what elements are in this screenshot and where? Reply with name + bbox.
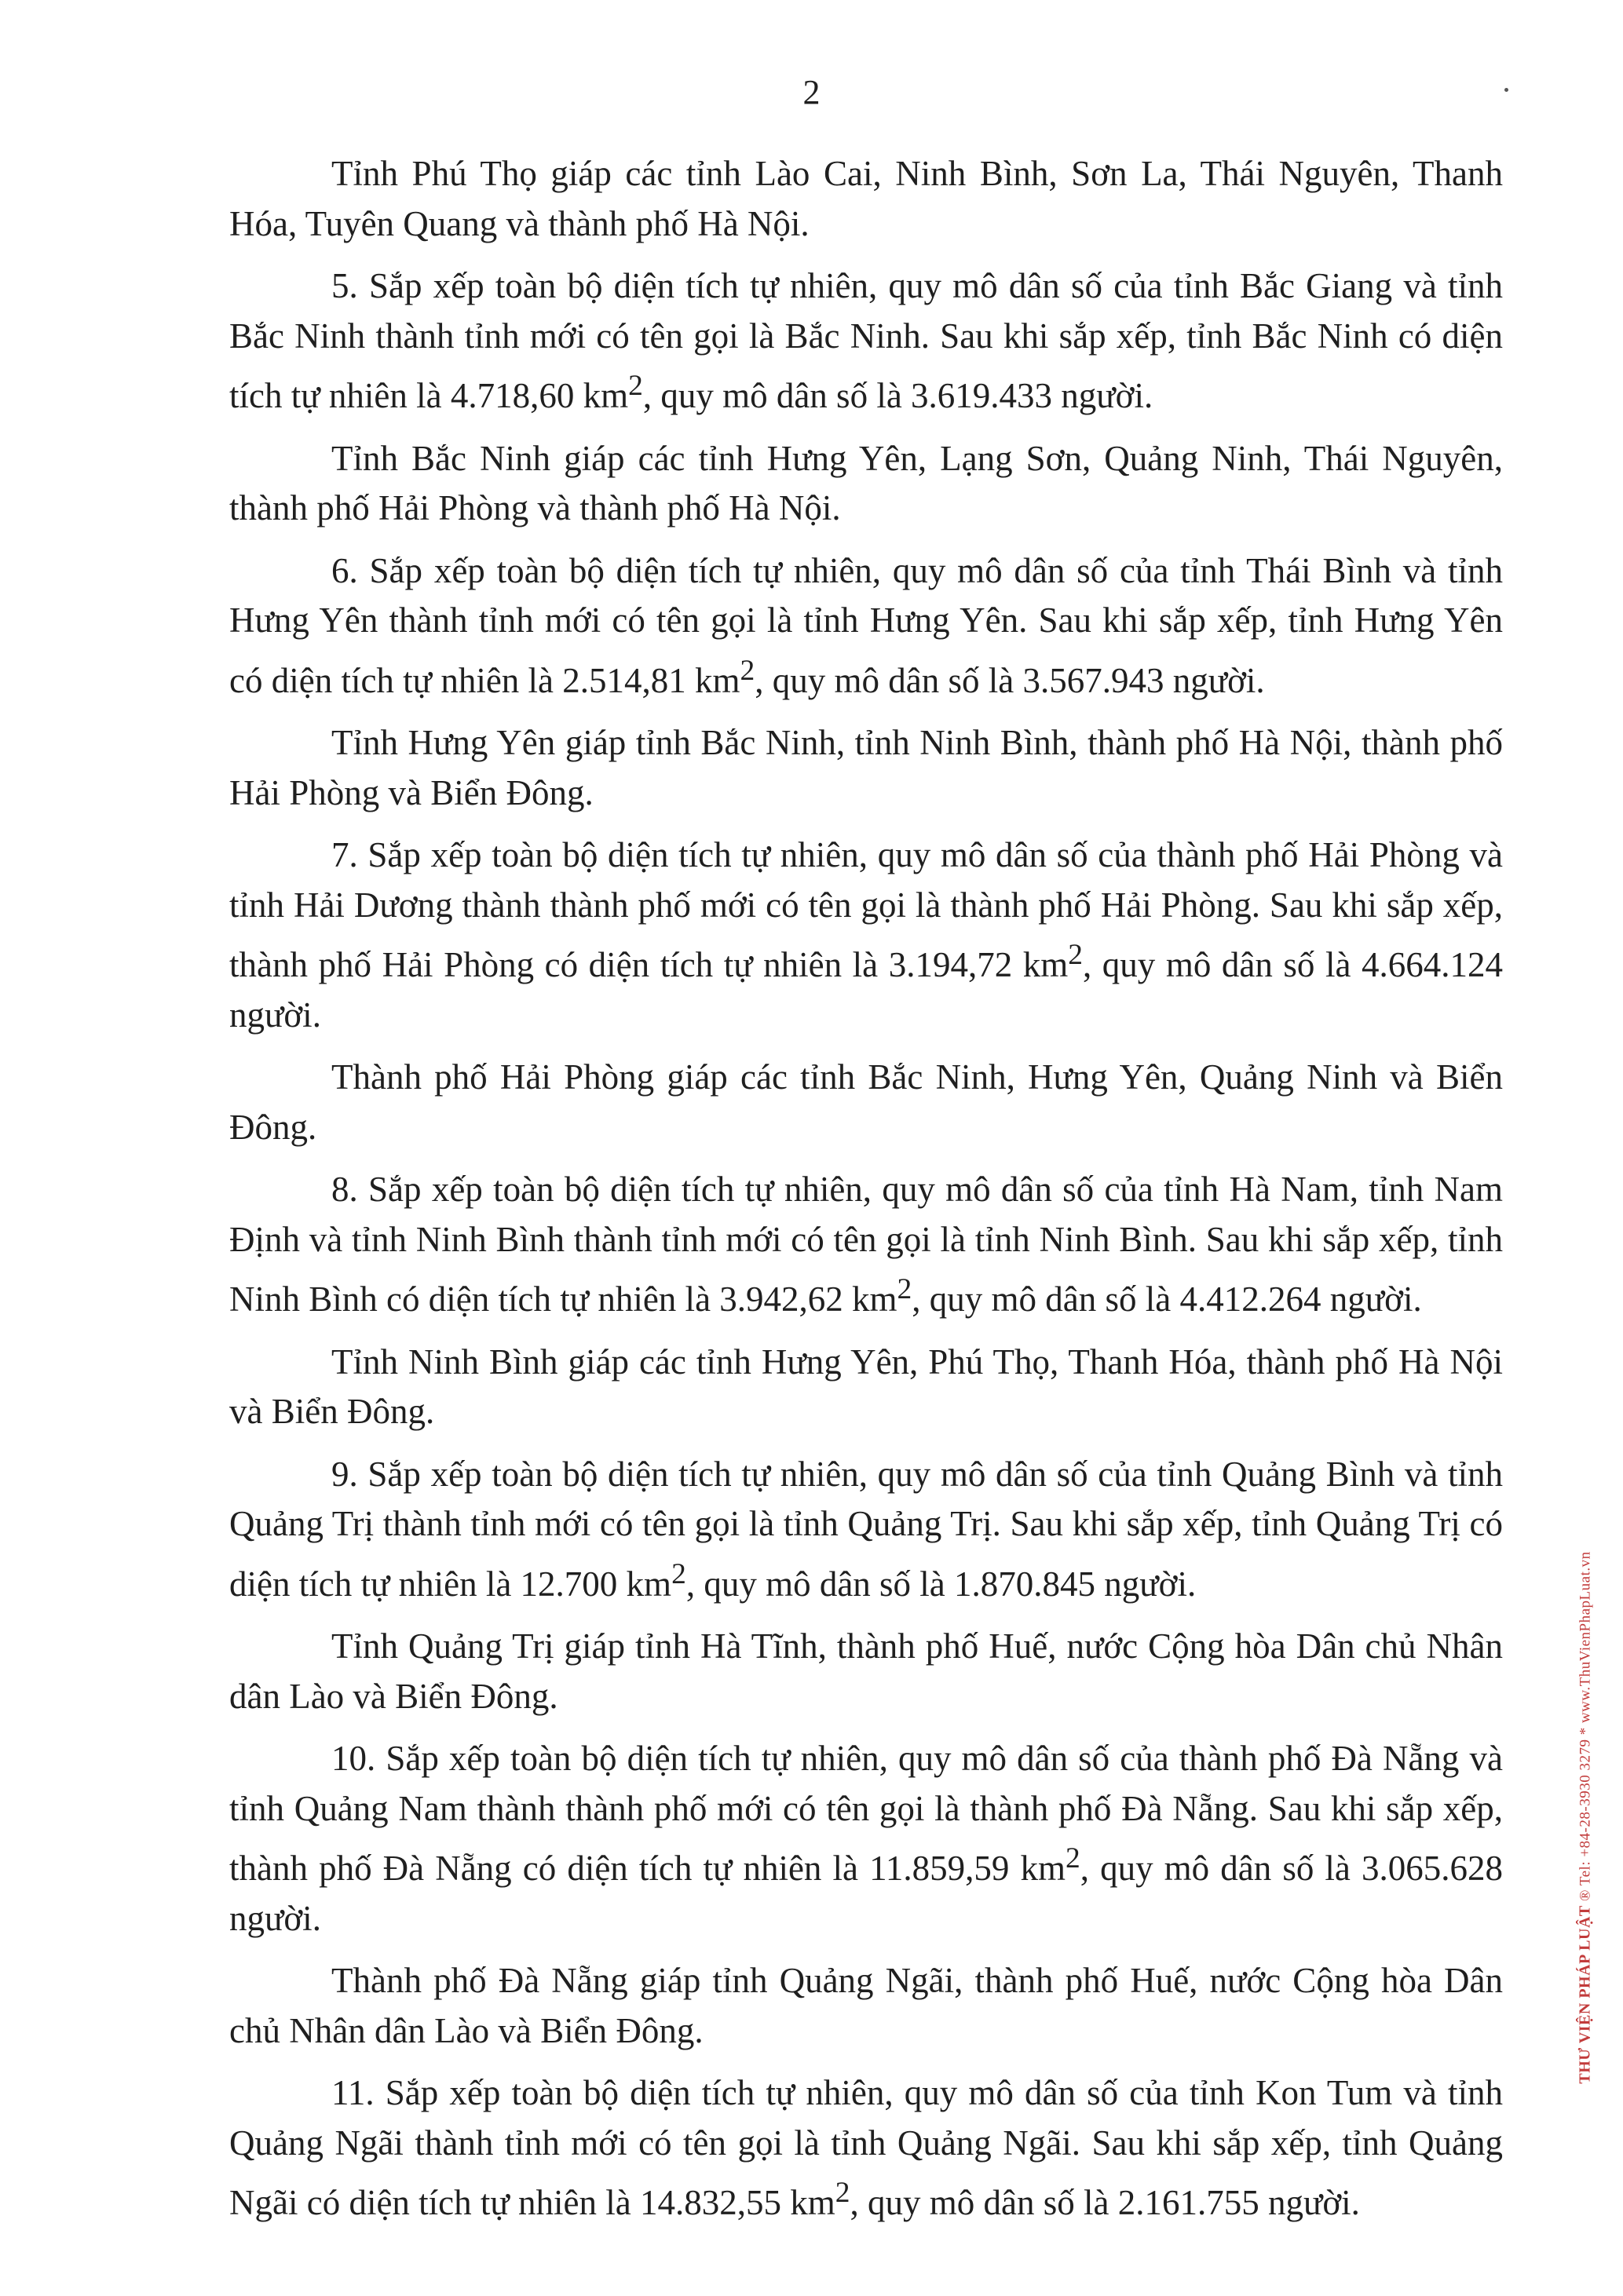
paragraph-7: 8. Sắp xếp toàn bộ diện tích tự nhiên, quy mô dân số của tỉnh Hà Nam, tỉnh Nam Định và tỉnh Ninh Bình thành tỉnh mới có tên gọi là tỉnh Ninh Bình. Sau khi sắp xếp, tỉnh Ninh Bình có diện tích tự nhiên là 3.942,62 $km^2$, quy mô dân số là 4.412.264 người. bbox=[229, 1170, 1503, 1319]
watermark-contact: ® Tel: +84-28-3930 3279 * www.ThuVienPhapLuat.vn bbox=[1577, 1550, 1594, 1901]
paragraph-0: Tỉnh Phú Thọ giáp các tỉnh Lào Cai, Ninh Bình, Sơn La, Thái Nguyên, Thanh Hóa, Tuyên Quang và thành phố Hà Nội. bbox=[229, 154, 1503, 243]
paragraph-9: 9. Sắp xếp toàn bộ diện tích tự nhiên, quy mô dân số của tỉnh Quảng Bình và tỉnh Quảng Trị thành tỉnh mới có tên gọi là tỉnh Quảng Trị. Sau khi sắp xếp, tỉnh Quảng Trị có diện tích tự nhiên là 12.700 $km^2$, quy mô dân số là 1.870.845 người. bbox=[229, 1454, 1503, 1604]
watermark bbox=[1567, 1413, 1603, 2221]
paragraph-12: Thành phố Đà Nẵng giáp tỉnh Quảng Ngãi, thành phố Huế, nước Cộng hòa Dân chủ Nhân dân Lào và Biển Đông. bbox=[229, 1961, 1503, 2050]
watermark-brand: THƯ VIỆN PHÁP LUẬT bbox=[1576, 1904, 1594, 2084]
paragraph-8: Tỉnh Ninh Bình giáp các tỉnh Hưng Yên, Phú Thọ, Thanh Hóa, thành phố Hà Nội và Biển Đông. bbox=[229, 1341, 1503, 1431]
paragraph-6: Thành phố Hải Phòng giáp các tỉnh Bắc Ninh, Hưng Yên, Quảng Ninh và Biển Đông. bbox=[229, 1057, 1503, 1147]
paragraph-3: 6. Sắp xếp toàn bộ diện tích tự nhiên, quy mô dân số của tỉnh Thái Bình và tỉnh Hưng Yên thành tỉnh mới có tên gọi là tỉnh Hưng Yên. Sau khi sắp xếp, tỉnh Hưng Yên có diện tích tự nhiên là 2.514,81 $km^2$, quy mô dân số là 3.567.943 người. bbox=[229, 550, 1503, 700]
paragraph-2: Tỉnh Bắc Ninh giáp các tỉnh Hưng Yên, Lạng Sơn, Quảng Ninh, Thái Nguyên, thành phố Hải Phòng và thành phố Hà Nội. bbox=[229, 438, 1503, 527]
paragraph-4: Tỉnh Hưng Yên giáp tỉnh Bắc Ninh, tỉnh Ninh Bình, thành phố Hà Nội, thành phố Hải Phòng và Biển Đông. bbox=[229, 723, 1503, 812]
document-body bbox=[229, 149, 1503, 2228]
scan-dot bbox=[1504, 88, 1508, 92]
paragraph-1: 5. Sắp xếp toàn bộ diện tích tự nhiên, quy mô dân số của tỉnh Bắc Giang và tỉnh Bắc Ninh thành tỉnh mới có tên gọi là Bắc Ninh. Sau khi sắp xếp, tỉnh Bắc Ninh có diện tích tự nhiên là 4.718,60 $km^2$, quy mô dân số là 3.619.433 người. bbox=[229, 266, 1503, 415]
paragraph-5: 7. Sắp xếp toàn bộ diện tích tự nhiên, quy mô dân số của thành phố Hải Phòng và tỉnh Hải Dương thành thành phố mới có tên gọi là thành phố Hải Phòng. Sau khi sắp xếp, thành phố Hải Phòng có diện tích tự nhiên là 3.194,72 $km^2$, quy mô dân số là 4.664.124 người. bbox=[229, 835, 1504, 1035]
paragraph-10: Tỉnh Quảng Trị giáp tỉnh Hà Tĩnh, thành phố Huế, nước Cộng hòa Dân chủ Nhân dân Lào và Biển Đông. bbox=[229, 1626, 1503, 1716]
paragraph-13: 11. Sắp xếp toàn bộ diện tích tự nhiên, quy mô dân số của tỉnh Kon Tum và tỉnh Quảng Ngãi thành tỉnh mới có tên gọi là tỉnh Quảng Ngãi. Sau khi sắp xếp, tỉnh Quảng Ngãi có diện tích tự nhiên là 14.832,55 $km^2$, quy mô dân số là 2.161.755 người. bbox=[229, 2073, 1503, 2222]
page-number: 2 bbox=[802, 73, 821, 111]
paragraph-11: 10. Sắp xếp toàn bộ diện tích tự nhiên, quy mô dân số của thành phố Đà Nẵng và tỉnh Quảng Nam thành thành phố mới có tên gọi là thành phố Đà Nẵng. Sau khi sắp xếp, thành phố Đà Nẵng có diện tích tự nhiên là 11.859,59 $km^2$, quy mô dân số là 3.065.628 người. bbox=[229, 1739, 1503, 1938]
